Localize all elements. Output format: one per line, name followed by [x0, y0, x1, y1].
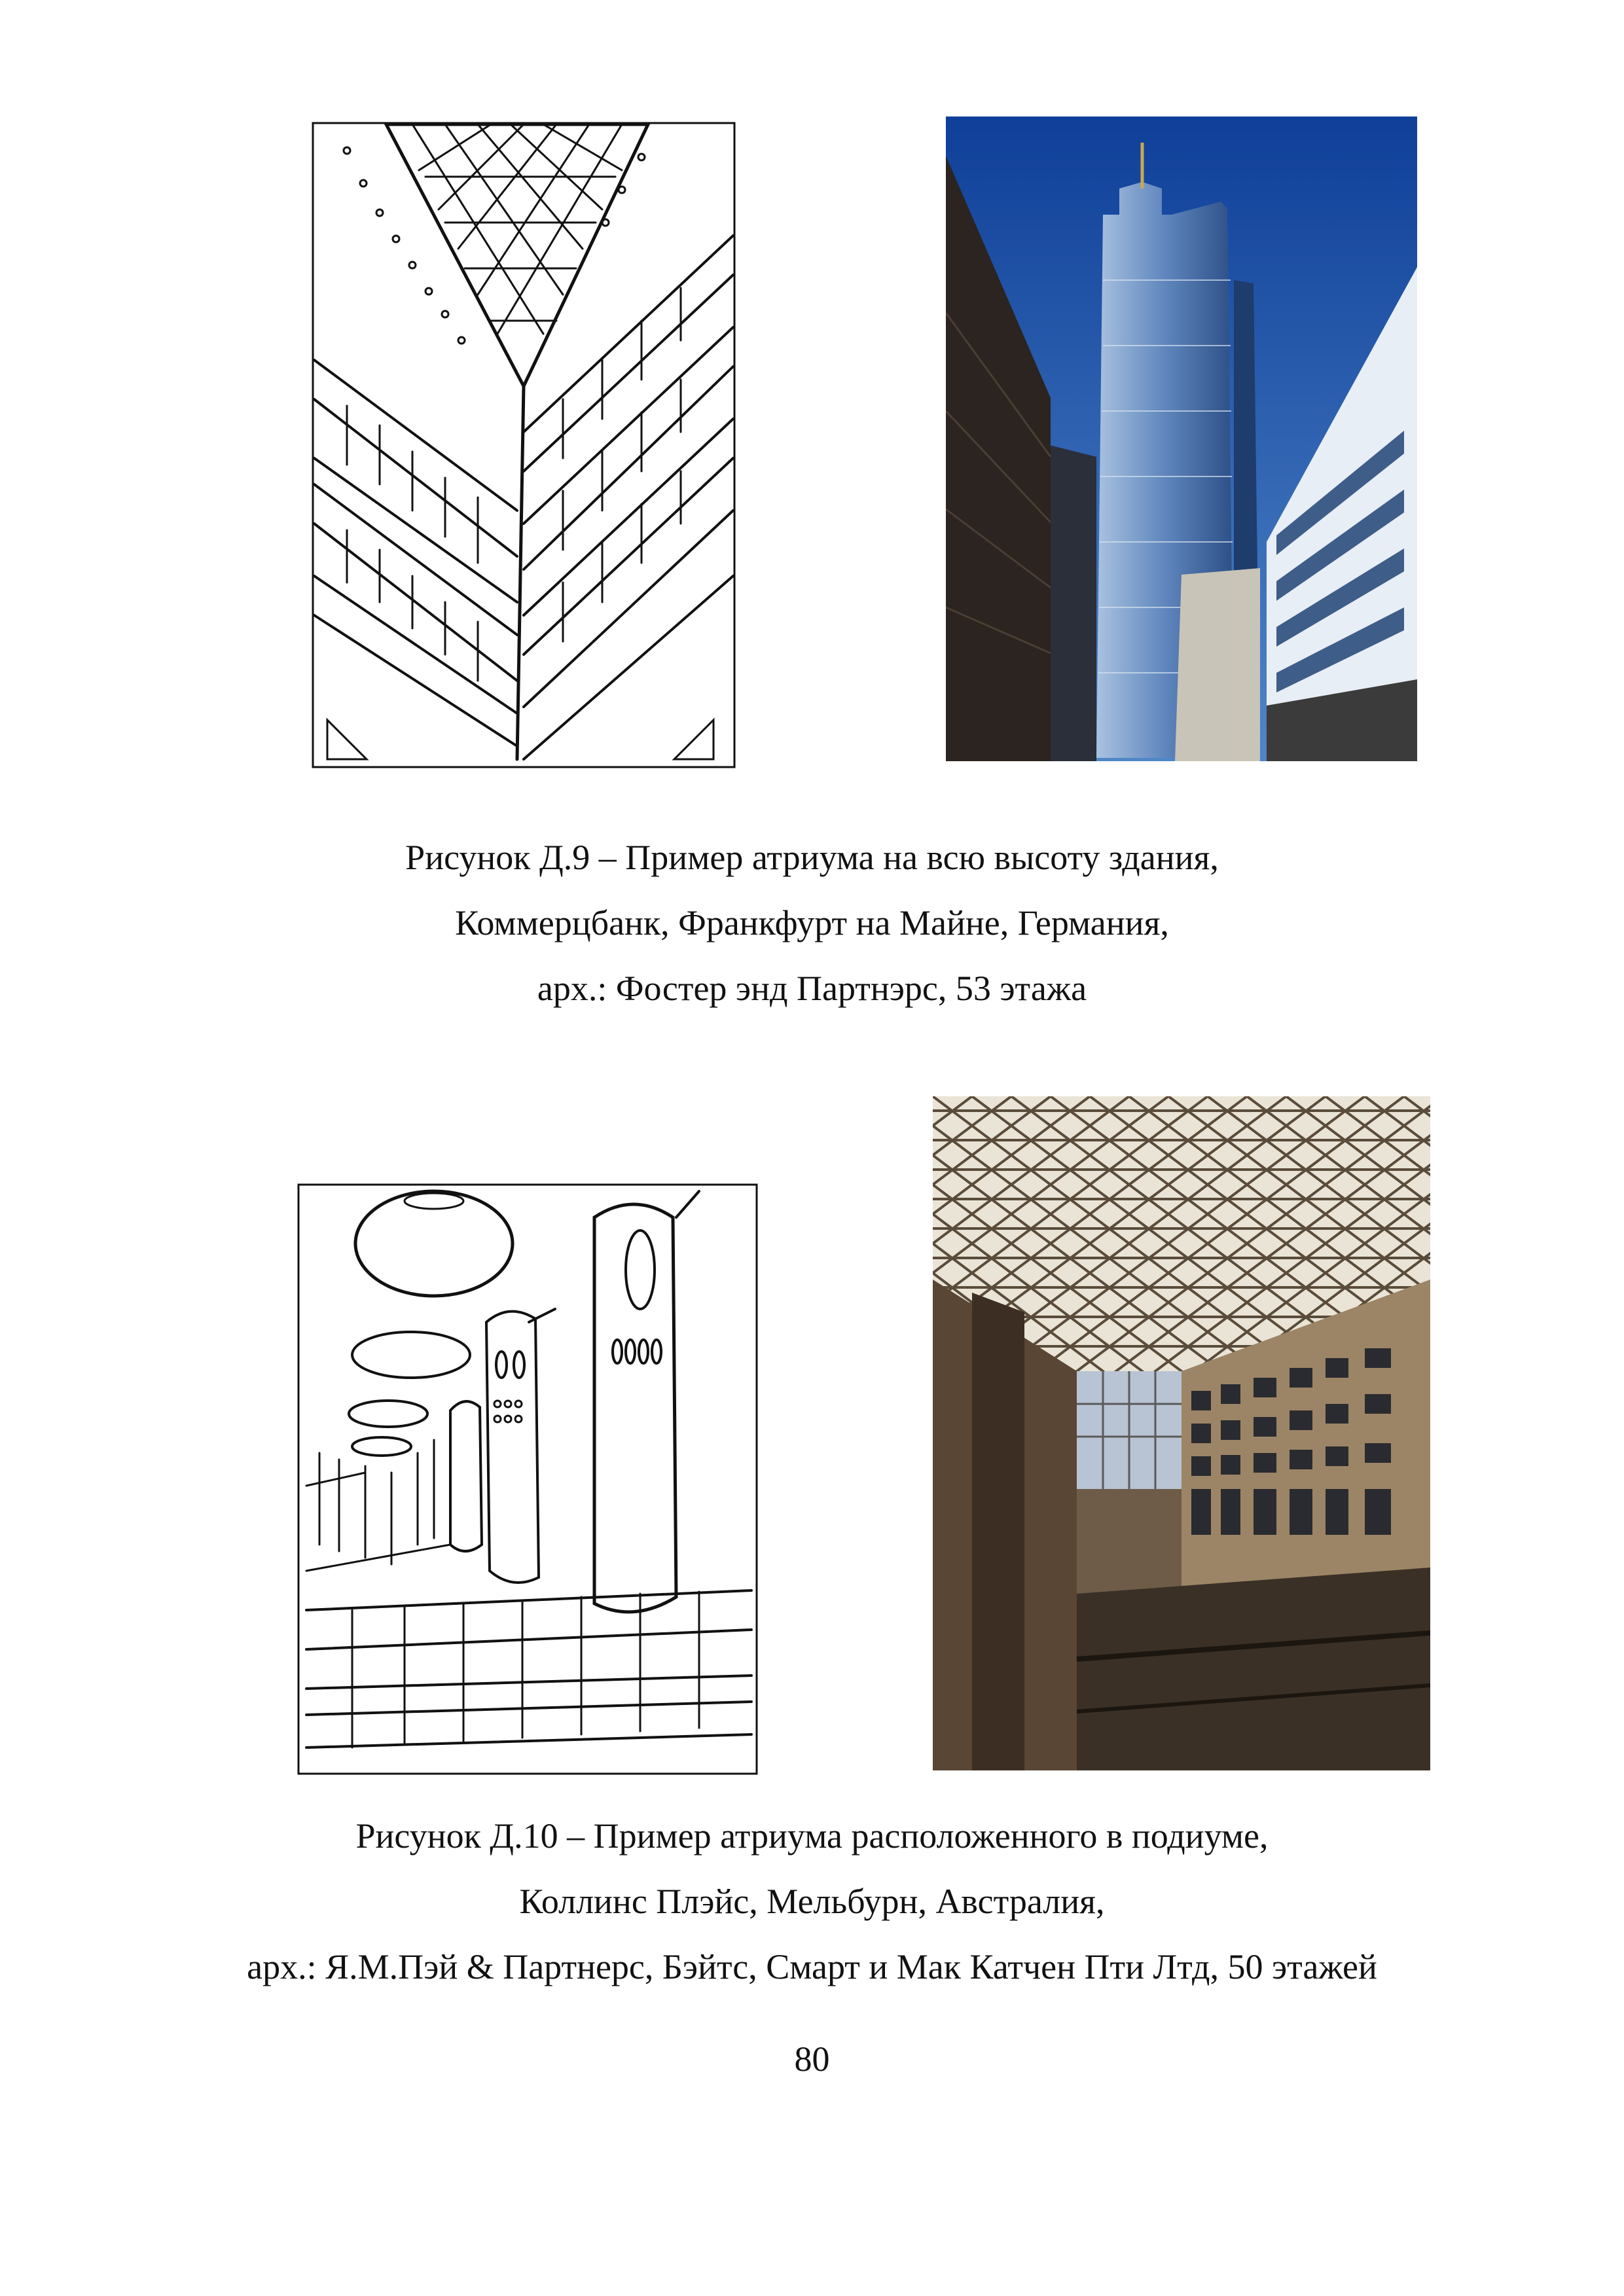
figure-9-caption	[0, 825, 1624, 1021]
caption-line: арх.: Фостер энд Партнэрс, 53 этажа	[537, 969, 1087, 1008]
figure-10-caption	[0, 1803, 1624, 2000]
caption-line: Коммерцбанк, Франкфурт на Майне, Германия,	[455, 903, 1169, 942]
caption-line: Рисунок Д.10 – Пример атриума расположенного в подиуме,	[355, 1816, 1269, 1856]
photo-collins-place-atrium	[933, 1096, 1430, 1770]
caption-line: арх.: Я.М.Пэй & Партнерс, Бэйтс, Смарт и Мак Катчен Пти Лтд, 50 этажей	[247, 1947, 1377, 1986]
sketch-atrium-commerzbank	[308, 118, 740, 772]
caption-line: Коллинс Плэйс, Мельбурн, Австралия,	[519, 1882, 1105, 1921]
caption-line: Рисунок Д.9 – Пример атриума на всю высоту здания,	[405, 838, 1219, 877]
page-number: 80	[794, 2039, 830, 2079]
photo-commerzbank-tower	[946, 117, 1417, 761]
sketch-atrium-collins-place	[293, 1178, 765, 1784]
